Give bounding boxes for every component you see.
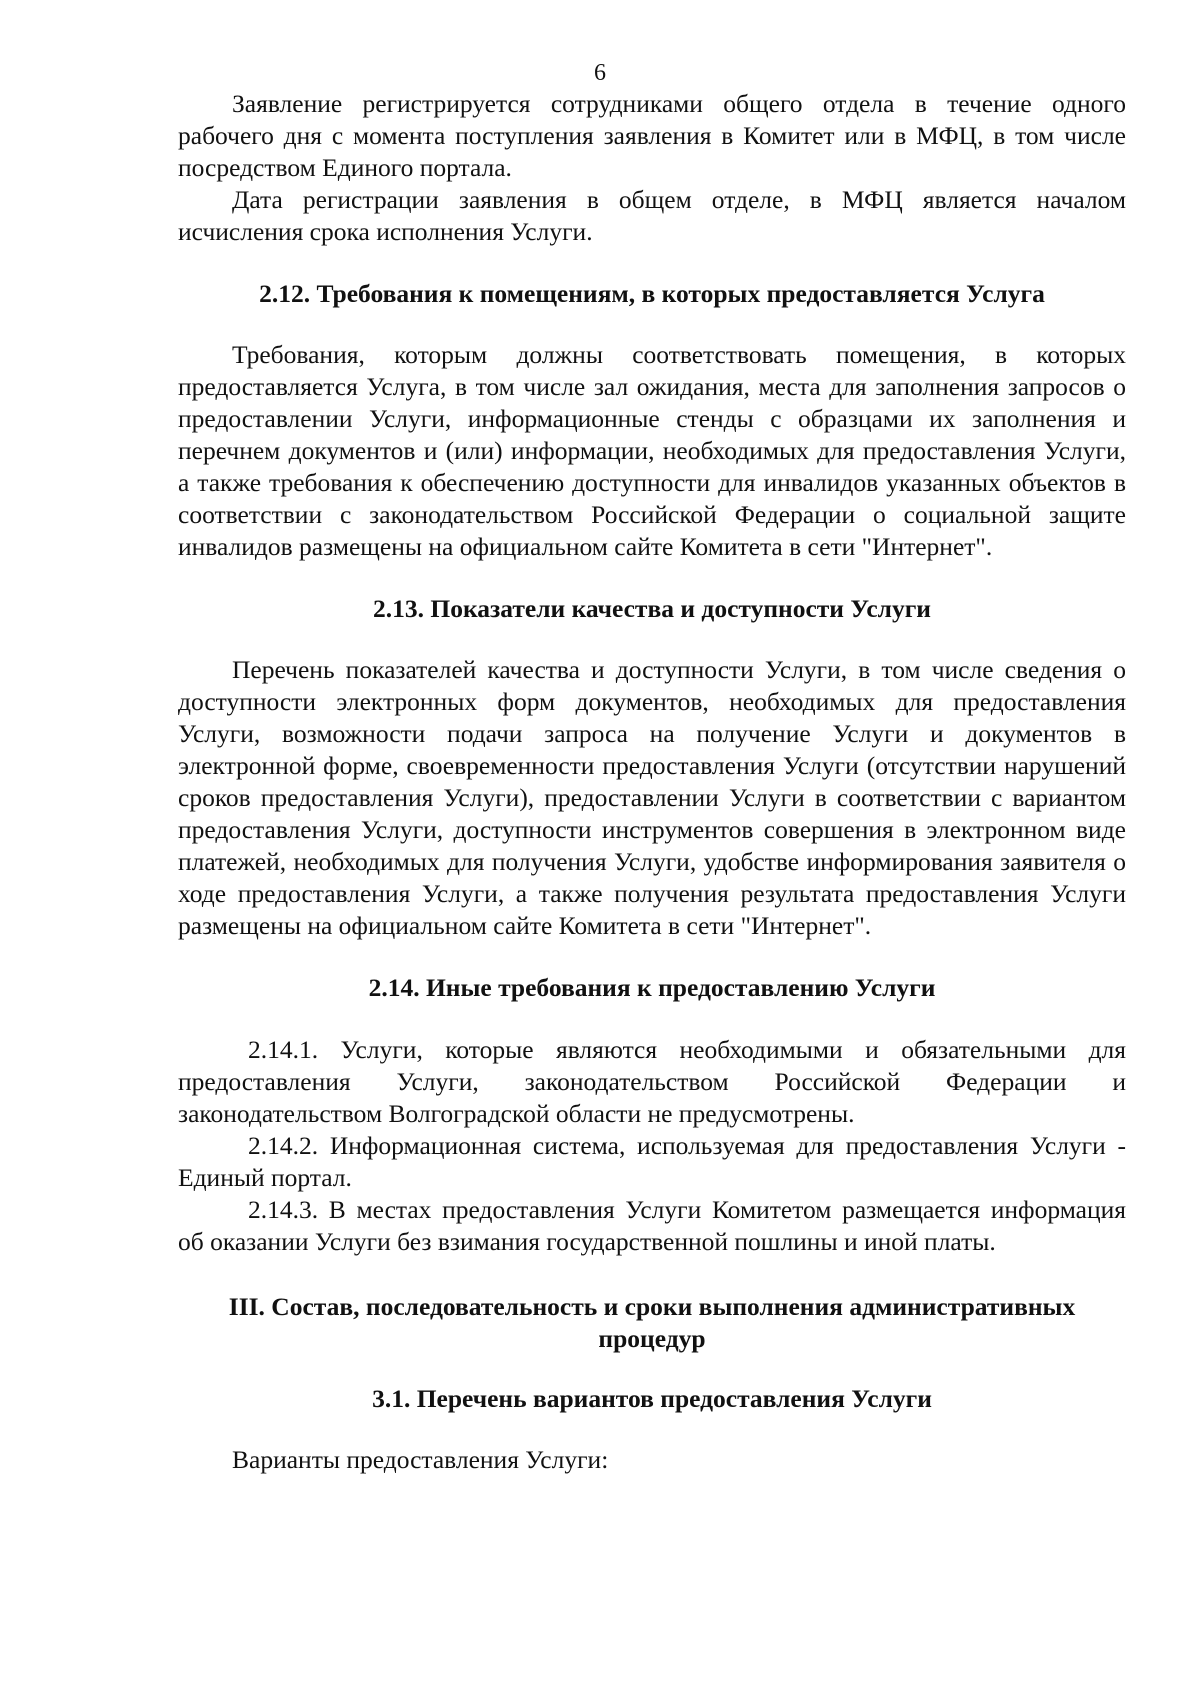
section-heading-2-12: 2.12. Требования к помещениям, в которых предоставляется Услуга <box>259 279 1045 308</box>
chapter-heading-3-line2: процедур <box>598 1324 706 1353</box>
paragraph-quality-indicators: Перечень показателей качества и доступности Услуги, в том числе сведения о доступности электронных форм документов, необходимых для предоставления Услуги, возможности подачи запроса на получение Услуги и документов в электронной форме, своевременности предоставления Услуги (отсутствии нарушений сроков предоставления Услуги), предоставлении Услуги в соответствии с вариантом предоставления Услуги, доступности инструментов совершения в электронном виде платежей, необходимых для получения Услуги, удобстве информирования заявителя о ходе предоставления Услуги, а также получения результата предоставления Услуги размещены на официальном сайте Комитета в сети "Интернет". <box>178 655 1126 940</box>
section-heading-2-13: 2.13. Показатели качества и доступности Услуги <box>373 594 931 623</box>
document-body <box>178 88 1126 1476</box>
section-heading-2-14: 2.14. Иные требования к предоставлению Услуги <box>368 973 936 1002</box>
section-heading-3-1: 3.1. Перечень вариантов предоставления Услуги <box>372 1384 932 1413</box>
paragraph-2-14-2: 2.14.2. Информационная система, используемая для предоставления Услуги - Единый портал. <box>178 1131 1126 1192</box>
paragraph-premises-requirements: Требования, которым должны соответствовать помещения, в которых предоставляется Услуга, в том числе зал ожидания, места для заполнения запросов о предоставлении Услуги, информационные стенды с образцами их заполнения и перечнем документов и (или) информации, необходимых для предоставления Услуги, а также требования к обеспечению доступности для инвалидов указанных объектов в соответствии с законодательством Российской Федерации о социальной защите инвалидов размещены на официальном сайте Комитета в сети "Интернет". <box>178 340 1126 561</box>
chapter-heading-3 <box>178 1291 1126 1355</box>
paragraph-2-14-1: 2.14.1. Услуги, которые являются необходимыми и обязательными для предоставления Услуги, законодательством Российской Федерации и законодательством Волгоградской области не предусмотрены. <box>178 1035 1126 1128</box>
paragraph-2-14-3: 2.14.3. В местах предоставления Услуги Комитетом размещается информация об оказании Услуги без взимания государственной пошлины и иной платы. <box>178 1195 1126 1256</box>
page-number: 6 <box>594 60 606 86</box>
paragraph-service-variants: Варианты предоставления Услуги: <box>232 1445 609 1474</box>
chapter-heading-3-line1: III. Состав, последовательность и сроки выполнения административных <box>228 1292 1076 1321</box>
paragraph-registration: Заявление регистрируется сотрудниками общего отдела в течение одного рабочего дня с момента поступления заявления в Комитет или в МФЦ, в том числе посредством Единого портала. <box>178 89 1126 182</box>
paragraph-registration-date: Дата регистрации заявления в общем отделе, в МФЦ является началом исчисления срока исполнения Услуги. <box>178 185 1126 246</box>
